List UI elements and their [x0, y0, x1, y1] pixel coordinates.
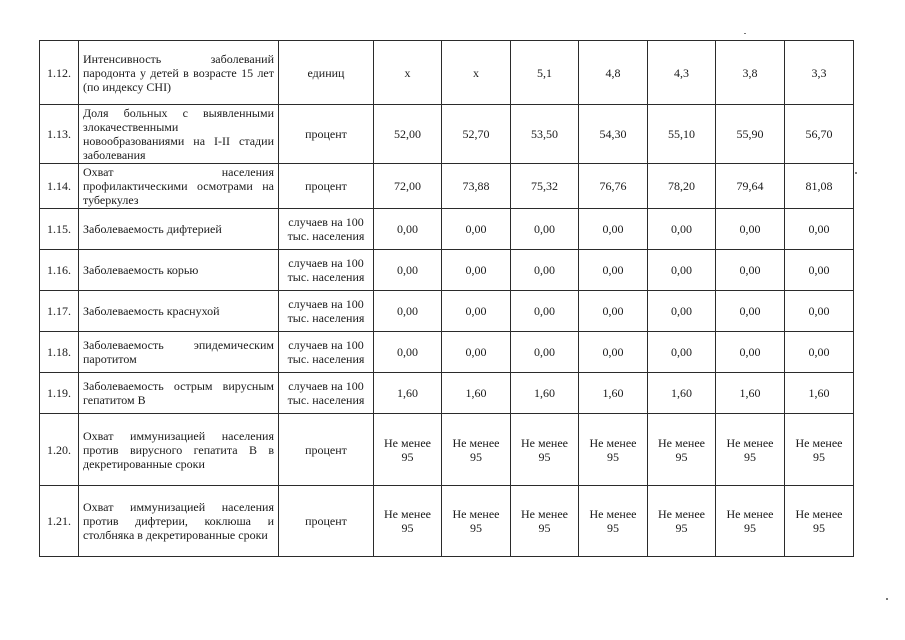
- row-number: 1.14.: [40, 164, 79, 209]
- value-cell: 0,00: [648, 250, 716, 291]
- unit-cell: случаев на 100 тыс. населения: [279, 209, 374, 250]
- value-cell: 0,00: [648, 332, 716, 373]
- value-cell: 0,00: [511, 332, 579, 373]
- value-cell: 75,32: [511, 164, 579, 209]
- value-cell: 52,00: [374, 105, 442, 164]
- indicator-name: Заболеваемость краснухой: [79, 291, 279, 332]
- table-row: [40, 164, 854, 209]
- value-cell: 73,88: [442, 164, 511, 209]
- value-cell: 78,20: [648, 164, 716, 209]
- table-row: [40, 105, 854, 164]
- unit-cell: случаев на 100 тыс. населения: [279, 250, 374, 291]
- indicator-name: Заболеваемость эпидемическим паротитом: [79, 332, 279, 373]
- value-cell: 0,00: [579, 209, 648, 250]
- indicator-name: Интенсивность заболеваний пародонта у детей в возрасте 15 лет (по индексу CHI): [79, 41, 279, 105]
- value-cell: 55,90: [716, 105, 785, 164]
- indicator-name: Заболеваемость корью: [79, 250, 279, 291]
- indicator-name: Охват иммунизацией населения против вирусного гепатита В в декретированные сроки: [79, 414, 279, 486]
- value-cell: 1,60: [785, 373, 854, 414]
- value-cell: 0,00: [579, 291, 648, 332]
- value-cell: 0,00: [442, 250, 511, 291]
- value-cell: Не менее 95: [716, 486, 785, 557]
- value-cell: 0,00: [374, 291, 442, 332]
- value-cell: 0,00: [374, 332, 442, 373]
- unit-cell: случаев на 100 тыс. населения: [279, 373, 374, 414]
- value-cell: 79,64: [716, 164, 785, 209]
- unit-cell: случаев на 100 тыс. населения: [279, 291, 374, 332]
- value-cell: Не менее 95: [648, 414, 716, 486]
- value-cell: Не менее 95: [579, 414, 648, 486]
- value-cell: Не менее 95: [579, 486, 648, 557]
- indicator-name: Доля больных с выявленными злокачественными новообразованиями на I-II стадии заболевания: [79, 105, 279, 164]
- value-cell: Не менее 95: [442, 486, 511, 557]
- row-number: 1.12.: [40, 41, 79, 105]
- value-cell: 0,00: [442, 332, 511, 373]
- value-cell: 0,00: [374, 250, 442, 291]
- value-cell: 55,10: [648, 105, 716, 164]
- table-row: [40, 332, 854, 373]
- table-row: [40, 414, 854, 486]
- indicators-table: [39, 40, 854, 557]
- unit-cell: процент: [279, 414, 374, 486]
- value-cell: 3,3: [785, 41, 854, 105]
- unit-cell: случаев на 100 тыс. населения: [279, 332, 374, 373]
- indicator-name: Охват населения профилактическими осмотрами на туберкулез: [79, 164, 279, 209]
- value-cell: 0,00: [716, 291, 785, 332]
- value-cell: 0,00: [442, 209, 511, 250]
- value-cell: 1,60: [511, 373, 579, 414]
- scan-speck: [855, 172, 857, 174]
- value-cell: Не менее 95: [374, 414, 442, 486]
- value-cell: Не менее 95: [374, 486, 442, 557]
- value-cell: х: [442, 41, 511, 105]
- value-cell: Не менее 95: [785, 414, 854, 486]
- value-cell: 0,00: [785, 291, 854, 332]
- row-number: 1.17.: [40, 291, 79, 332]
- value-cell: 1,60: [579, 373, 648, 414]
- value-cell: Не менее 95: [716, 414, 785, 486]
- row-number: 1.19.: [40, 373, 79, 414]
- value-cell: 3,8: [716, 41, 785, 105]
- row-number: 1.16.: [40, 250, 79, 291]
- value-cell: 81,08: [785, 164, 854, 209]
- table-row: [40, 291, 854, 332]
- value-cell: Не менее 95: [511, 486, 579, 557]
- value-cell: Не менее 95: [442, 414, 511, 486]
- value-cell: 1,60: [716, 373, 785, 414]
- value-cell: 72,00: [374, 164, 442, 209]
- value-cell: 0,00: [579, 332, 648, 373]
- indicator-name: Заболеваемость дифтерией: [79, 209, 279, 250]
- value-cell: 0,00: [442, 291, 511, 332]
- value-cell: Не менее 95: [648, 486, 716, 557]
- value-cell: 4,3: [648, 41, 716, 105]
- table-row: [40, 373, 854, 414]
- value-cell: 0,00: [716, 250, 785, 291]
- value-cell: Не менее 95: [511, 414, 579, 486]
- indicator-name: Заболеваемость острым вирусным гепатитом В: [79, 373, 279, 414]
- value-cell: 56,70: [785, 105, 854, 164]
- value-cell: 1,60: [648, 373, 716, 414]
- unit-cell: процент: [279, 105, 374, 164]
- value-cell: 53,50: [511, 105, 579, 164]
- unit-cell: единиц: [279, 41, 374, 105]
- value-cell: 0,00: [716, 332, 785, 373]
- value-cell: х: [374, 41, 442, 105]
- value-cell: 0,00: [511, 291, 579, 332]
- value-cell: 0,00: [374, 209, 442, 250]
- scan-speck: [744, 33, 746, 34]
- value-cell: 4,8: [579, 41, 648, 105]
- value-cell: 54,30: [579, 105, 648, 164]
- indicator-name: Охват иммунизацией населения против дифтерии, коклюша и столбняка в декретированные сроки: [79, 486, 279, 557]
- value-cell: 1,60: [374, 373, 442, 414]
- value-cell: 0,00: [716, 209, 785, 250]
- row-number: 1.13.: [40, 105, 79, 164]
- table-row: [40, 250, 854, 291]
- value-cell: 52,70: [442, 105, 511, 164]
- unit-cell: процент: [279, 164, 374, 209]
- value-cell: 0,00: [511, 209, 579, 250]
- row-number: 1.20.: [40, 414, 79, 486]
- value-cell: 0,00: [648, 209, 716, 250]
- value-cell: Не менее 95: [785, 486, 854, 557]
- table-row: [40, 209, 854, 250]
- value-cell: 1,60: [442, 373, 511, 414]
- value-cell: 0,00: [579, 250, 648, 291]
- value-cell: 0,00: [511, 250, 579, 291]
- value-cell: 5,1: [511, 41, 579, 105]
- scan-speck: [886, 598, 888, 600]
- row-number: 1.18.: [40, 332, 79, 373]
- value-cell: 0,00: [648, 291, 716, 332]
- value-cell: 0,00: [785, 250, 854, 291]
- table-row: [40, 41, 854, 105]
- unit-cell: процент: [279, 486, 374, 557]
- row-number: 1.21.: [40, 486, 79, 557]
- value-cell: 0,00: [785, 209, 854, 250]
- value-cell: 0,00: [785, 332, 854, 373]
- table-body: [40, 41, 854, 557]
- row-number: 1.15.: [40, 209, 79, 250]
- value-cell: 76,76: [579, 164, 648, 209]
- table-row: [40, 486, 854, 557]
